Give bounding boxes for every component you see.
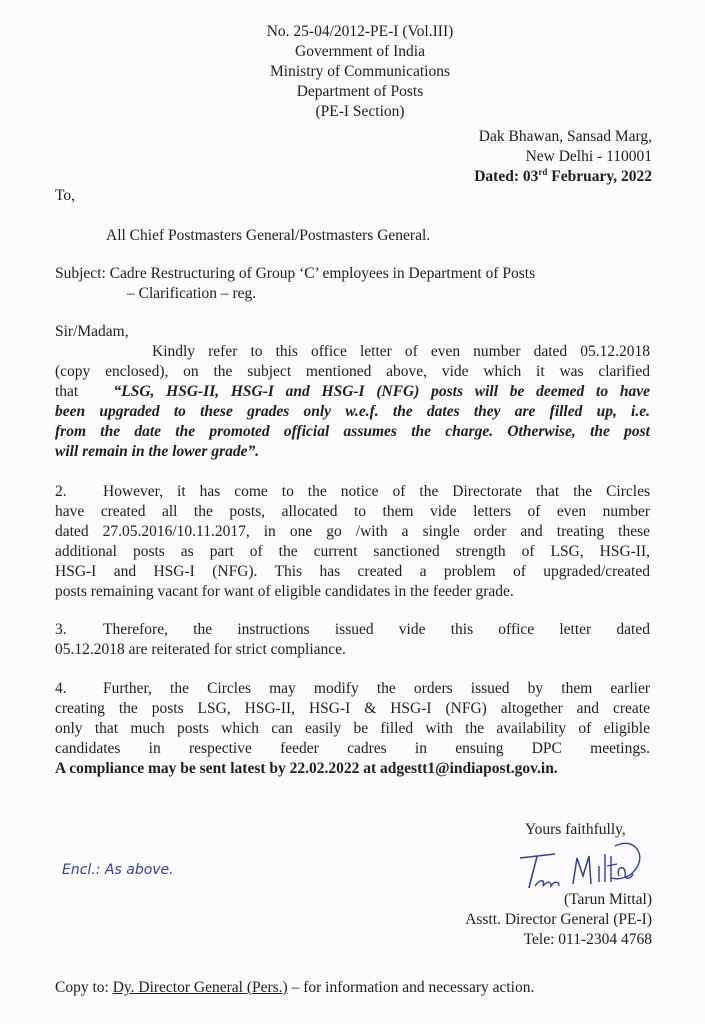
sender-address [400, 127, 652, 187]
subject-label: Subject: [55, 265, 106, 282]
para4-line-4: candidates in respective feeder cadres in ensuing DPC meetings. [55, 740, 650, 757]
enclosure-note: Encl.: As above. [62, 862, 174, 878]
copy-to-label: Copy to: [55, 979, 109, 996]
salutation: Sir/Madam, [55, 323, 129, 340]
para4-line-1 [55, 679, 650, 699]
copy-to-purpose: – for information and necessary action. [291, 979, 535, 996]
date-day: 03 [522, 168, 539, 185]
file-number: No. 25-04/2012-PE-I (Vol.III) [266, 23, 454, 40]
paragraph-1 [55, 342, 650, 462]
subject-line-2: – Clarification – reg. [127, 285, 257, 302]
para1-line-4: been upgraded to these grades only w.e.f. the dates they are filled up, i.e. [55, 403, 650, 420]
address-line-1: Dak Bhawan, Sansad Marg, [478, 128, 652, 145]
letterhead-government: Government of India [295, 43, 425, 60]
para4-number: 4. [55, 680, 67, 697]
subject-text: Cadre Restructuring of Group ‘C’ employees in Department of Posts [109, 265, 536, 282]
subject-line-1 [55, 264, 535, 284]
para2-line-3: dated 27.05.2016/10.11.2017, in one go /with a single order and treating these [55, 523, 650, 540]
signatory-designation: Asstt. Director General (PE-I) [465, 911, 652, 928]
signatory-phone: Tele: 011-2304 4768 [523, 931, 652, 948]
signature-icon [515, 836, 645, 896]
dated-label: Dated: [474, 168, 519, 185]
para3-line-1 [55, 620, 650, 640]
para4-line-2: creating the posts LSG, HSG-II, HSG-I & HSG-I (NFG) altogether and create [55, 700, 650, 717]
letterhead-department: Department of Posts [296, 83, 424, 100]
para2-line-1-text: However, it has come to the notice of the Directorate that the Circles [103, 483, 650, 500]
para3-number: 3. [55, 621, 67, 638]
para3-line-1-text: Therefore, the instructions issued vide this office letter dated [103, 621, 650, 638]
para2-line-6: posts remaining vacant for want of eligible candidates in the feeder grade. [55, 583, 514, 600]
paragraph-4 [55, 679, 650, 779]
para1-line-1: Kindly refer to this office letter of even number dated 05.12.2018 [152, 343, 650, 360]
para2-line-5: HSG-I and HSG-I (NFG). This has created a problem of upgraded/created [55, 563, 650, 580]
letterhead-section: (PE-I Section) [315, 103, 405, 120]
copy-to [55, 978, 534, 998]
date-rest: February, 2022 [551, 168, 652, 185]
para1-quote-start: “LSG, HSG-II, HSG-I and HSG-I (NFG) posts will be deemed to have [113, 383, 650, 400]
para3-line-2: 05.12.2018 are reiterated for strict compliance. [55, 641, 346, 658]
recipient: All Chief Postmasters General/Postmasters General. [106, 227, 431, 244]
letterhead [240, 22, 480, 122]
para4-line-5: A compliance may be sent latest by 22.02.2022 at adgestt1@indiapost.gov.in. [55, 760, 558, 777]
yours-faithfully: Yours faithfully, [525, 821, 626, 838]
letterhead-ministry: Ministry of Communications [270, 63, 450, 80]
para2-line-2: have created all the posts, allocated to them vide letters of even number [55, 503, 650, 520]
address-line-2: New Delhi - 110001 [525, 148, 652, 165]
paragraph-2 [55, 482, 650, 602]
para2-line-4: additional posts as part of the current sanctioned strength of LSG, HSG-II, [55, 543, 650, 560]
para1-that: that [55, 383, 79, 400]
para2-number: 2. [55, 483, 67, 500]
paragraph-3 [55, 620, 650, 660]
signatory-name: (Tarun Mittal) [563, 891, 652, 908]
date-suffix: rd [538, 167, 548, 177]
para4-line-3: only that much posts which can easily be filled with the availability of eligible [55, 720, 650, 737]
para1-line-2: (copy enclosed), on the subject mentioned above, vide which it was clarified [55, 363, 650, 380]
to-label: To, [55, 187, 76, 204]
para1-line-5: from the date the promoted official assumes the charge. Otherwise, the post [55, 423, 650, 440]
para2-line-1 [55, 482, 650, 502]
signatory-block [400, 890, 652, 950]
para4-line-1-text: Further, the Circles may modify the orders issued by them earlier [103, 680, 650, 697]
para1-line-6: will remain in the lower grade”. [55, 443, 260, 460]
dated-line [400, 167, 652, 187]
copy-to-recipient: Dy. Director General (Pers.) [112, 979, 288, 996]
para1-line-3 [55, 382, 650, 402]
